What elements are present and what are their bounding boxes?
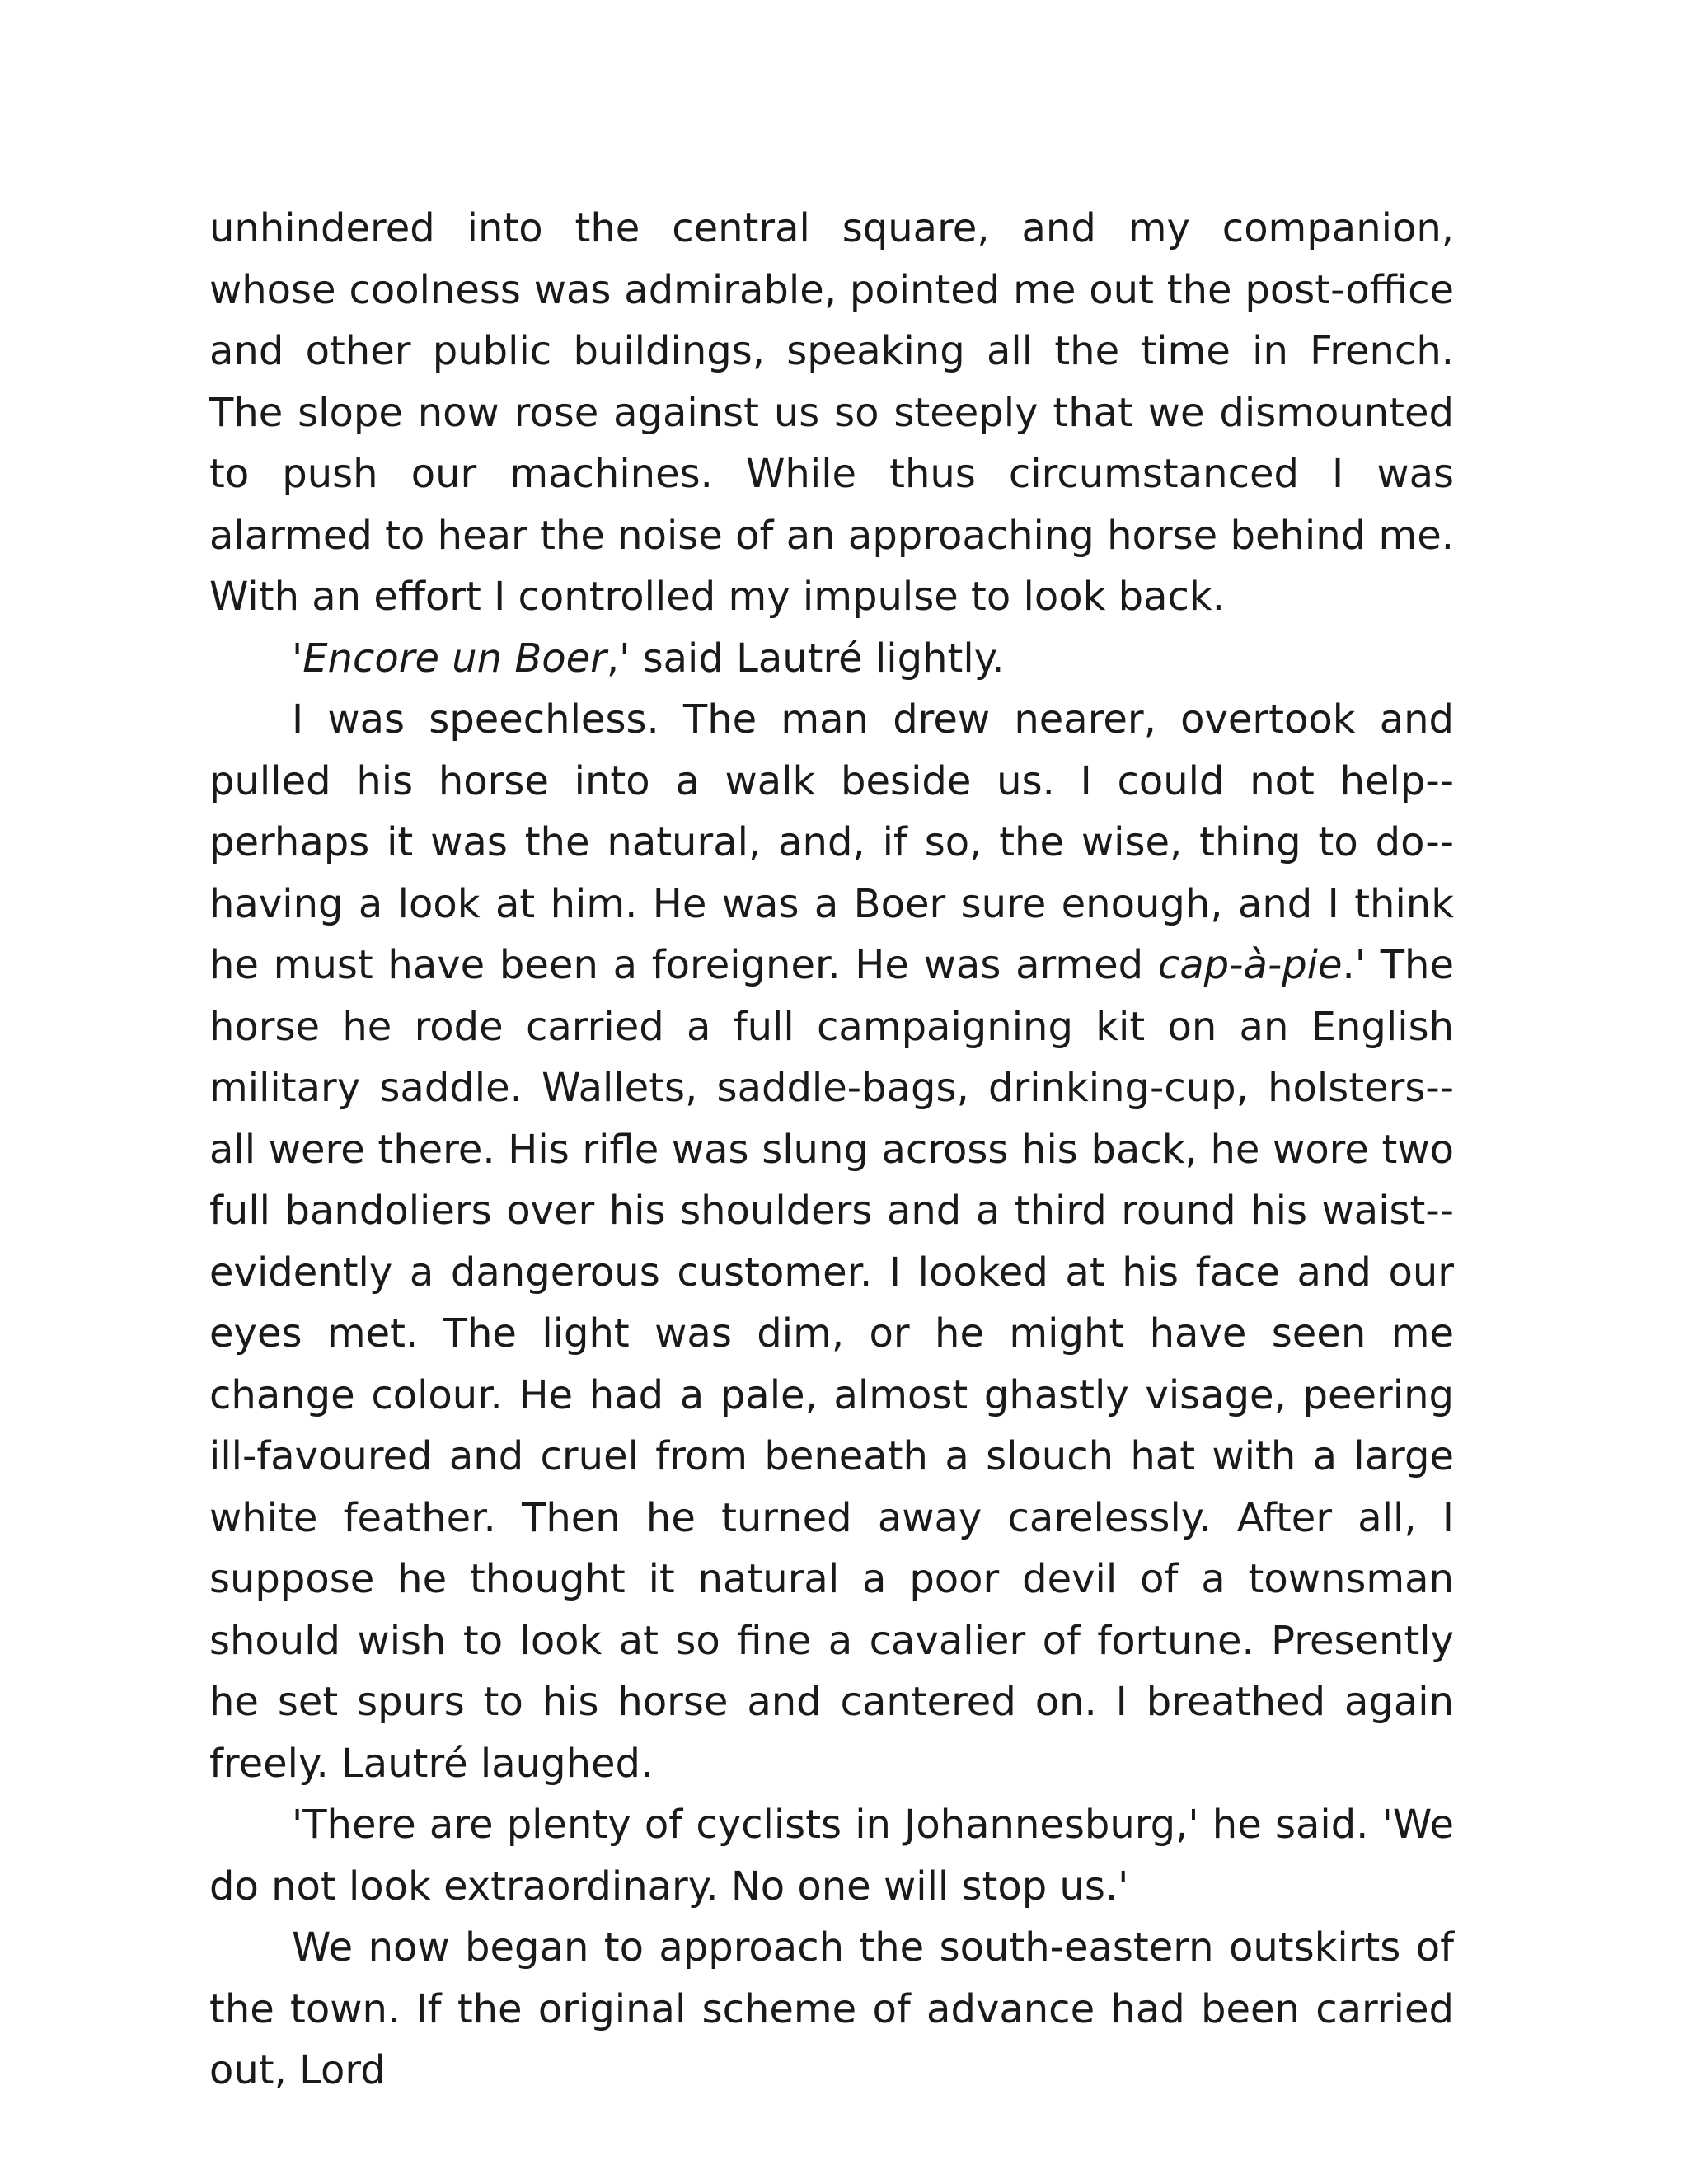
paragraph-text: .' The horse he rode carried a full campaigning kit on an English military saddle. Wallets, saddle-bags, drinking-cup, holsters--all were there. His rifle was slung across his back, he wore two full bandoliers over his shoulders and a third round his waist--evidently a dangerous customer. I looked at his face and our eyes met. The light was dim, or he might have seen me change colour. He had a pale, almost ghastly visage, peering ill-favoured and cruel from beneath a slouch hat with a large white feather. Then he turned away carelessly. After all, I suppose he thought it natural a poor devil of a townsman should wish to look at so fine a cavalier of fortune. Presently he set spurs to his horse and cantered on. I breathed again freely. Lautré laughed. — [209, 942, 1455, 1787]
paragraph-text: ' — [292, 635, 303, 682]
body-text — [209, 198, 1454, 2102]
paragraph-text: unhindered into the central square, and my companion, whose coolness was admirable, pointed me out the post-office and other public buildings, speaking all the time in French. The slope now rose against us so steeply that we dismounted to push our machines. While thus circumstanced I was alarmed to hear the noise of an approaching horse behind me. With an effort I controlled my impulse to look back. — [209, 205, 1454, 620]
paragraph-1 — [209, 198, 1454, 628]
paragraph-4 — [209, 1794, 1454, 1917]
paragraph-text: We now began to approach the south-eastern outskirts of the town. If the original scheme of advance had been carried out, Lord — [209, 1924, 1454, 2093]
paragraph-text: ,' said Lautré lightly. — [606, 635, 1005, 682]
paragraph-5 — [209, 1917, 1454, 2102]
paragraph-text: I was speechless. The man drew nearer, overtook and pulled his horse into a walk beside us. I could not help--perhaps it was the natural, and, if so, the wise, thing to do--having a look at him. He was a Boer sure enough, and I think he must have been a foreigner. He was armed — [209, 696, 1454, 988]
italic-phrase: Encore un Boer — [302, 635, 607, 682]
paragraph-2 — [209, 628, 1454, 690]
paragraph-3 — [209, 689, 1454, 1794]
paragraph-text: 'There are plenty of cyclists in Johannesburg,' he said. 'We do not look extraordinary. No one will stop us.' — [209, 1802, 1454, 1910]
italic-phrase: cap-à-pie — [1157, 942, 1343, 988]
